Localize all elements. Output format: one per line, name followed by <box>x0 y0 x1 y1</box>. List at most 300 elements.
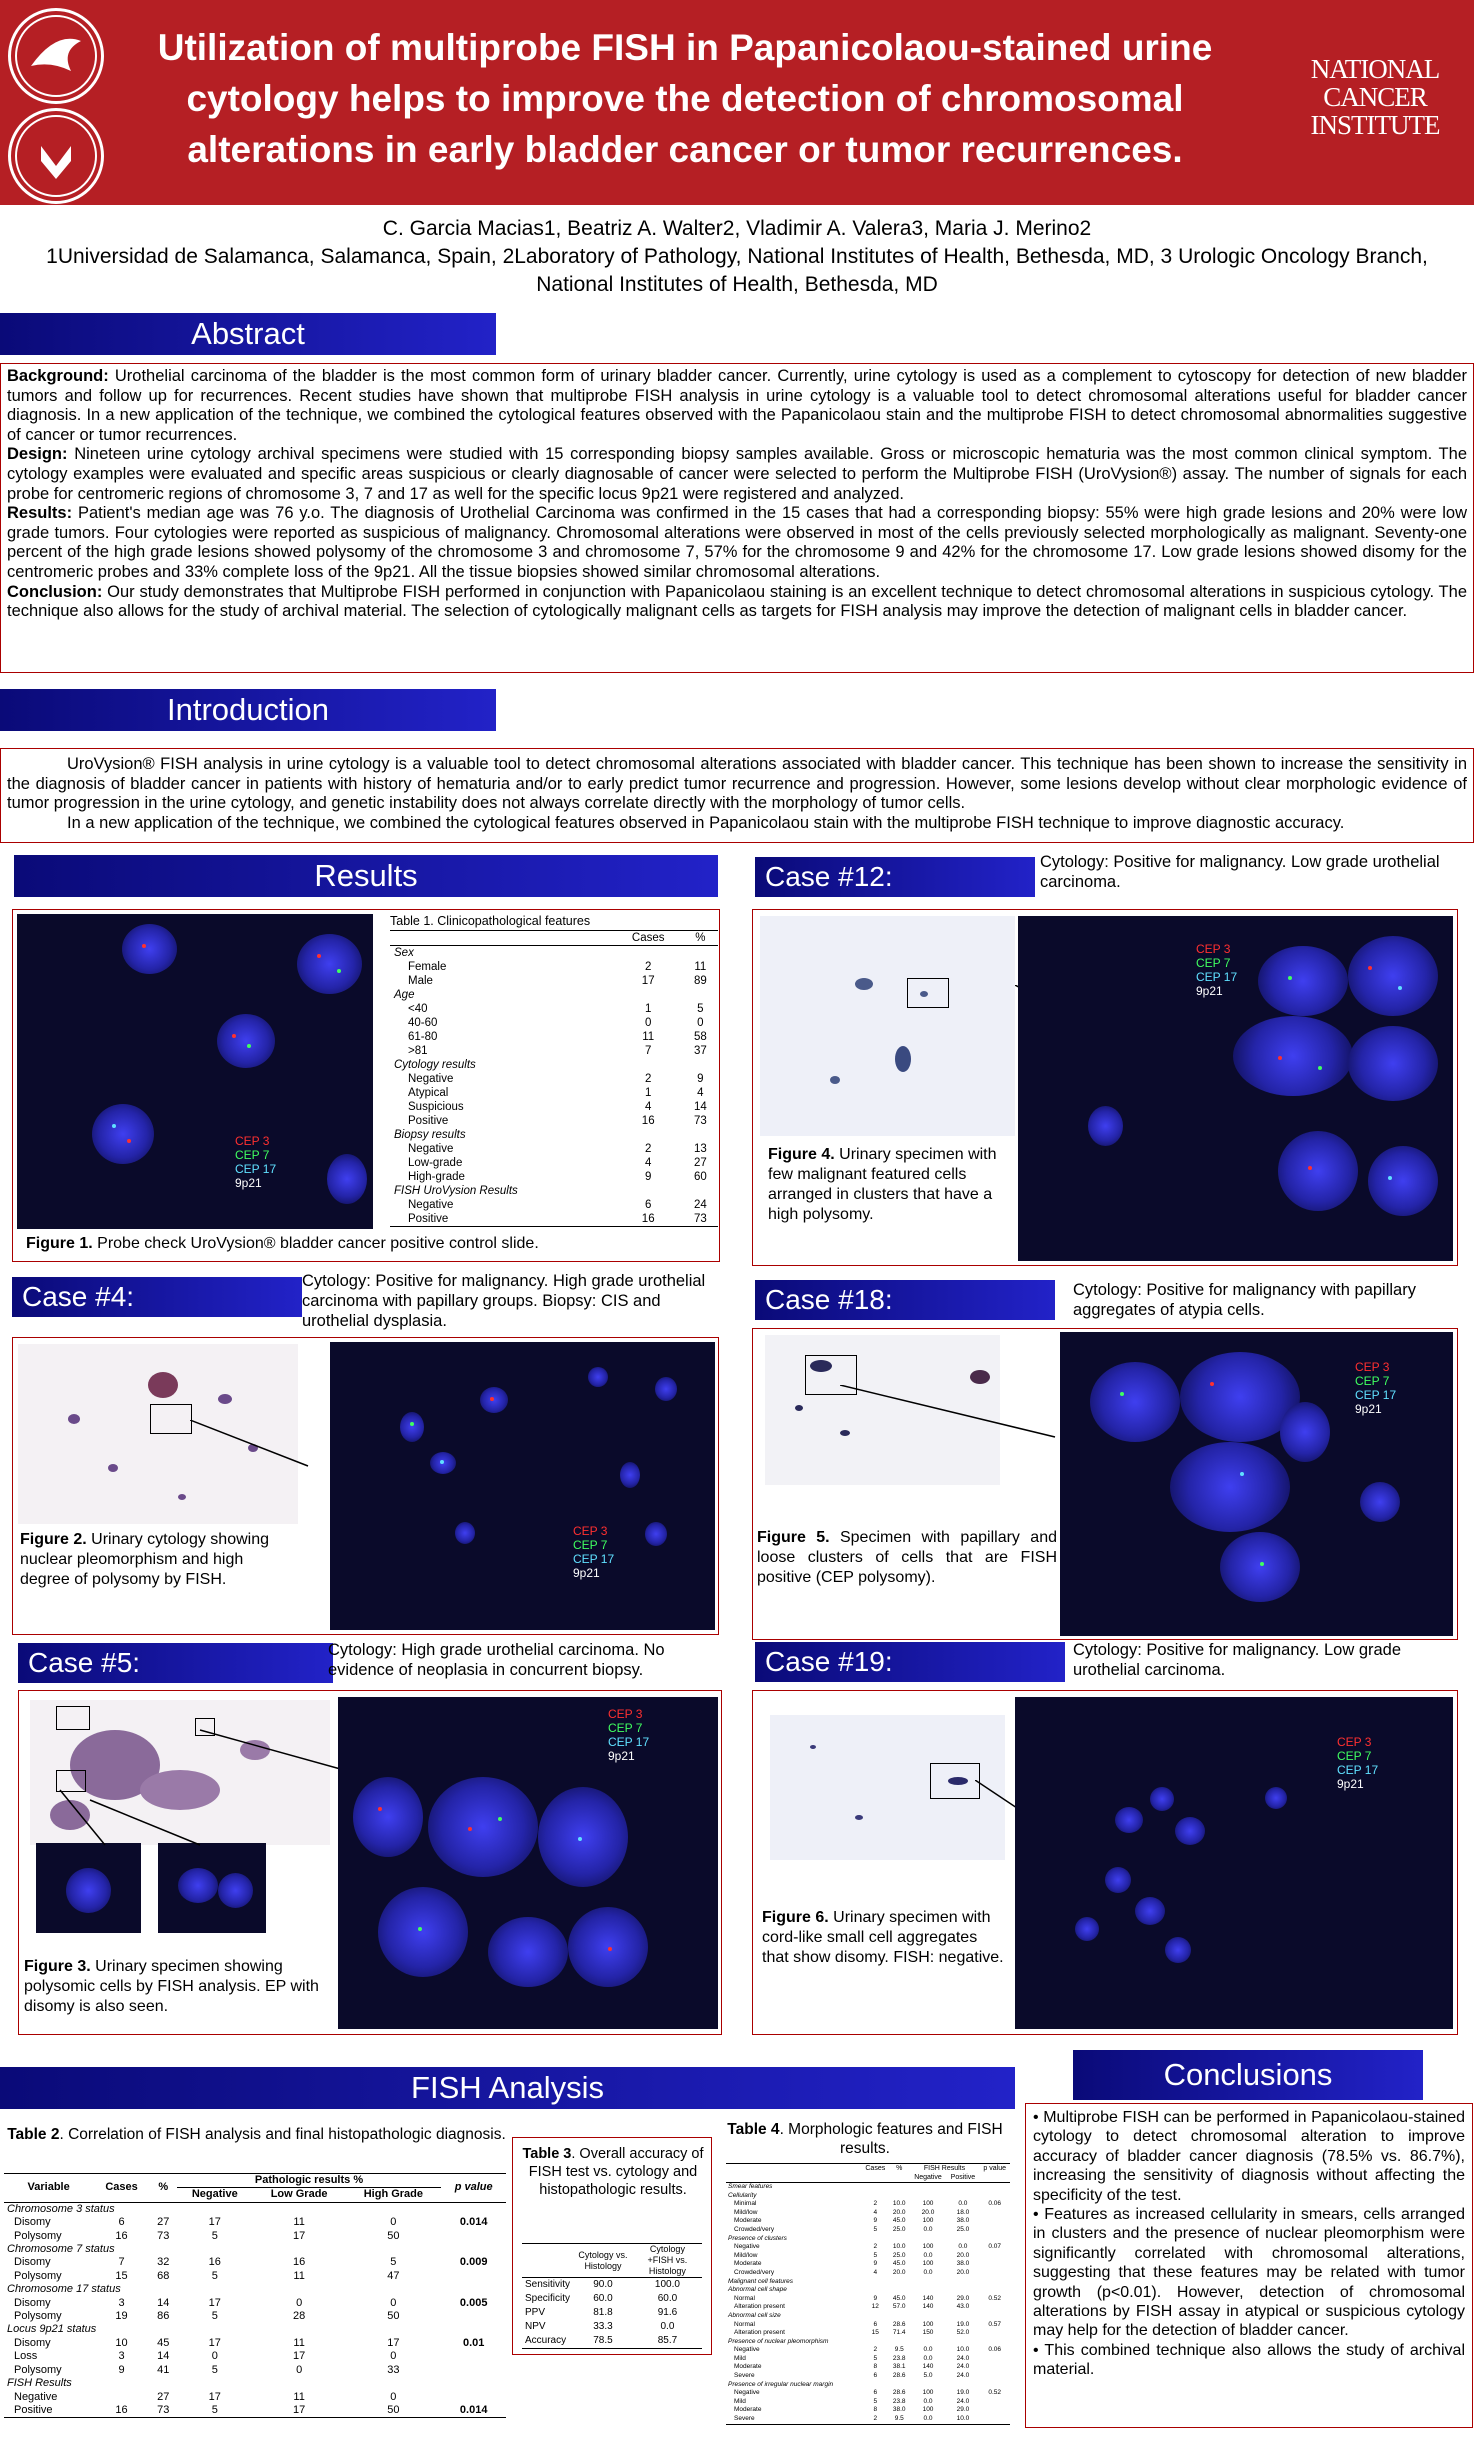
table2-row-label: Polysomy <box>14 2363 62 2376</box>
table4-cell: 0.0 <box>923 2225 933 2233</box>
table4-cell <box>979 2269 1010 2278</box>
table4-cell <box>862 2235 889 2244</box>
table4-caption: . Morphologic features and FISH results. <box>779 2121 1003 2157</box>
case12-fish-image <box>1018 916 1453 1261</box>
conclusion-text: Our study demonstrates that Multiprobe FISH performed in conjunction with Papanicolaou staining is an excellent technique to detect chromosomal alterations in suspicious cytology. The technique also allows for the study of archival material. The selection of cytologically malignant cells as targets for FISH analysis may improve the detection of malignant cells in bladder cancer. <box>7 582 1467 621</box>
table4-cell: 5 <box>873 2251 878 2259</box>
table3-row <box>522 2292 702 2306</box>
figure3-text: Urinary specimen showing polysomic cells by FISH analysis. EP with disomy is also seen. <box>24 1958 319 2015</box>
table2-row <box>4 2216 506 2229</box>
figure5-text: Specimen with papillary and loose clusters of cells that are FISH positive (CEP polysomy). <box>757 1529 1057 1586</box>
figure2-caption <box>20 1530 285 1590</box>
table3 <box>522 2243 702 2349</box>
table1-row <box>390 1016 718 1030</box>
table4-cell <box>979 2338 1010 2347</box>
legend-9p21: 9p21 <box>235 1176 262 1190</box>
table4-cell: Negative <box>734 2346 760 2354</box>
results-label: Results: <box>7 504 73 523</box>
table4-cell: 0.57 <box>988 2320 1002 2328</box>
table4-cell: Abnormal cell size <box>728 2311 781 2319</box>
table4-cell <box>946 2312 979 2321</box>
table2-row <box>4 2310 506 2323</box>
table2-row-negative: 0 <box>211 2350 218 2363</box>
table4-cell: 4 <box>873 2208 878 2216</box>
legend-9p21: 9p21 <box>573 1566 600 1580</box>
table4-cell <box>910 2192 947 2201</box>
table3-cell: Sensitivity <box>525 2279 571 2290</box>
table4-cell <box>979 2260 1010 2269</box>
table2-row-pct: 68 <box>157 2269 170 2282</box>
table1-row <box>390 988 718 1002</box>
table2-label: Table 2 <box>7 2126 60 2143</box>
table4-cell: 100 <box>922 2260 934 2268</box>
table2-row-pvalue: 0.014 <box>459 2403 488 2416</box>
table1-row <box>390 1128 718 1142</box>
table2-row-high: 5 <box>390 2256 397 2269</box>
table2-group-label: Chromosome 7 status <box>7 2243 115 2256</box>
table4-cell <box>979 2406 1010 2415</box>
table4-cell <box>979 2372 1010 2381</box>
case18-pointer-arrow <box>840 1385 1060 1440</box>
table4-cell: Alteration present <box>734 2329 785 2337</box>
table4-title <box>720 2120 1010 2158</box>
table3-row <box>522 2320 702 2334</box>
table2-row-cases: 16 <box>115 2229 128 2242</box>
table1-row-label: Positive <box>408 1213 449 1225</box>
table4-row <box>726 2321 1010 2330</box>
figure3-label: Figure 3. <box>24 1958 91 1975</box>
table4-cell: Moderate <box>734 2363 762 2371</box>
table4-row <box>726 2243 1010 2252</box>
table1-row-pct <box>683 1058 718 1072</box>
table4-row <box>726 2406 1010 2415</box>
legend-cep3: CEP 3 <box>573 1524 608 1538</box>
table4-cell: 45.0 <box>892 2260 906 2268</box>
table2-row-pct: 73 <box>157 2229 170 2242</box>
table1-row-cases: 17 <box>641 975 655 987</box>
table2-row-low: 0 <box>296 2296 303 2309</box>
table4-cell <box>979 2363 1010 2372</box>
table4-cell: 20.0 <box>892 2268 906 2276</box>
table4-row <box>726 2355 1010 2364</box>
table2-group-row <box>4 2243 506 2256</box>
table1-row-cases: 11 <box>642 1031 655 1043</box>
table1-row-pct: 37 <box>693 1045 707 1057</box>
table2-group-row <box>4 2377 506 2390</box>
table2-row-label: Disomy <box>14 2216 51 2229</box>
table4-cell: 9.5 <box>894 2346 904 2354</box>
table4-cell: 38.0 <box>956 2217 970 2225</box>
legend-9p21: 9p21 <box>608 1749 635 1763</box>
table4-row <box>726 2235 1010 2244</box>
table4-cell: Moderate <box>734 2260 762 2268</box>
table2-group-label: Locus 9p21 status <box>7 2323 97 2336</box>
table4-head-pct: % <box>896 2165 903 2172</box>
table3-row <box>522 2334 702 2349</box>
case4-pointer-arrow <box>190 1420 315 1470</box>
conclusion-label: Conclusion: <box>7 582 103 601</box>
table4-cell: 45.0 <box>892 2217 906 2225</box>
table4-cell: 5 <box>873 2225 878 2233</box>
table4-cell <box>979 2278 1010 2287</box>
figure1-text: Probe check UroVysion® bladder cancer positive control slide. <box>97 1235 539 1252</box>
table3-cell: 33.3 <box>593 2321 613 2332</box>
table4-cell: 10.0 <box>892 2200 906 2208</box>
table4-cell: 15 <box>871 2329 879 2337</box>
table4-cell: 6 <box>873 2389 878 2397</box>
table4-cell <box>979 2286 1010 2295</box>
background-label: Background: <box>7 367 109 385</box>
legend-9p21: 9p21 <box>1355 1402 1382 1416</box>
table2-row-cases: 10 <box>115 2336 128 2349</box>
table4-cell <box>910 2312 947 2321</box>
table4-cell <box>946 2338 979 2347</box>
case19-fish-image <box>1015 1697 1453 2029</box>
table3-row <box>522 2306 702 2320</box>
table1-row-label: Biopsy results <box>394 1129 466 1141</box>
table4-cell <box>889 2235 910 2244</box>
results-text: Patient's median age was 76 y.o. The diagnosis of Urothelial Carcinoma was confirmed in the 15 cases that had a corresponding biopsy: 55% were high grade lesions and 20% were low grade tumors. Four cytologies were reported as suspicious of malignancy. Chromosomal alterations were observed in most of the cells previously selected morphologically as malignant. Seventy-one percent of the high grade lesions showed polysomy of the chromosome 3 and chromosome 7, 57% for the chromosome 9 and 42% for the chromosome 17. Low grade lesions showed disomy for the centromeric probes and 33% complete loss of the 9p21. All the tissue biopsies showed similar chromosomal alterations. <box>7 504 1467 581</box>
table2-row-pvalue <box>441 2310 506 2323</box>
table4-cell: Severe <box>734 2372 755 2380</box>
figure6-label: Figure 6. <box>762 1909 829 1926</box>
table2-row-low: 0 <box>296 2363 303 2376</box>
table2-row <box>4 2256 506 2269</box>
figure5-caption <box>757 1528 1057 1588</box>
table4-head-pvalue: p value <box>983 2165 1006 2172</box>
table2-row-negative: 17 <box>208 2390 221 2403</box>
table2-row-pct: 45 <box>157 2336 170 2349</box>
table4-row <box>726 2217 1010 2226</box>
fish-heading: FISH Analysis <box>0 2067 1015 2109</box>
table3-cell: NPV <box>525 2321 546 2332</box>
table4-cell: Severe <box>734 2415 755 2423</box>
table2-row-high: 33 <box>387 2363 400 2376</box>
table1-row-label: Low-grade <box>408 1157 463 1169</box>
table4-cell: Alteration present <box>734 2303 785 2311</box>
table4-cell <box>862 2286 889 2295</box>
table4-cell: 28.6 <box>892 2372 906 2380</box>
table2 <box>4 2173 506 2418</box>
table4-cell: 4 <box>873 2268 878 2276</box>
table4-cell <box>889 2192 910 2201</box>
table4-cell <box>862 2183 889 2192</box>
table2-head-pct: % <box>150 2174 177 2203</box>
table4-cell: 19.0 <box>956 2389 970 2397</box>
table4-cell: 38.0 <box>892 2406 906 2414</box>
table2-row-cases: 7 <box>118 2256 125 2269</box>
table4-cell: 24.0 <box>956 2363 970 2371</box>
table4-cell: 12 <box>871 2303 879 2311</box>
table4-subhead-positive: Positive <box>950 2174 976 2181</box>
table1-row-label: 61-80 <box>408 1031 438 1043</box>
table4-cell: 0.0 <box>923 2354 933 2362</box>
table2-row-pct: 27 <box>157 2216 170 2229</box>
table3-cell: 0.0 <box>660 2321 675 2332</box>
table1-row-cases: 16 <box>641 1213 655 1225</box>
table1-row-label: <40 <box>408 1003 428 1015</box>
table1-row <box>390 974 718 988</box>
table2-row <box>4 2230 506 2243</box>
table1-row-pct: 13 <box>693 1143 707 1155</box>
table4-cell: 10.0 <box>892 2243 906 2251</box>
table4-cell <box>910 2278 947 2287</box>
table4-row <box>726 2398 1010 2407</box>
table2-row-pvalue: 0.014 <box>459 2216 488 2229</box>
table2-row-cases <box>93 2391 150 2404</box>
case5-pointer-arrows <box>50 1720 370 1860</box>
table3-title <box>518 2145 708 2199</box>
case5-fish-image <box>338 1697 718 2029</box>
table2-row-cases: 3 <box>118 2350 125 2363</box>
table1-row-cases: 16 <box>641 1115 655 1127</box>
table2-row-low: 17 <box>293 2229 306 2242</box>
design-label: Design: <box>7 445 68 464</box>
table2-row-label: Polysomy <box>14 2229 62 2242</box>
table4-cell <box>889 2278 910 2287</box>
table4-row <box>726 2415 1010 2424</box>
introduction-heading: Introduction <box>0 689 496 731</box>
table2-row-negative: 5 <box>211 2310 218 2323</box>
table4-cell: 0.0 <box>958 2243 968 2251</box>
table1-row-cases: 9 <box>645 1171 652 1183</box>
table4-row <box>726 2363 1010 2372</box>
table4-cell: Cellularity <box>728 2191 757 2199</box>
table4-cell: 20.0 <box>921 2208 935 2216</box>
table1-row-pct: 89 <box>693 975 707 987</box>
table1-row-pct: 5 <box>697 1003 704 1015</box>
table4-cell <box>889 2286 910 2295</box>
table4-cell: 100 <box>922 2320 934 2328</box>
table1-row-label: Suspicious <box>408 1101 464 1113</box>
table4-row <box>726 2389 1010 2398</box>
conclusion-1: • Multiprobe FISH can be performed in Papanicolaou-stained cytology to detect chromosomal alteration to improve accuracy of bladder cancer diagnosis (78.5% vs. 86.7%), increasing the sensitivity of diagnosis without affecting the specificity of the test. <box>1033 2109 1465 2204</box>
table3-cell: 60.0 <box>657 2293 678 2304</box>
conclusions-heading: Conclusions <box>1073 2050 1423 2100</box>
table4-cell: Moderate <box>734 2406 762 2414</box>
table2-row-pct: 86 <box>157 2310 170 2323</box>
table1-row <box>390 1114 718 1128</box>
table3-head-cytology: Cytology vs. Histology <box>578 2249 628 2271</box>
table4-cell: 52.0 <box>956 2329 970 2337</box>
table4-cell <box>979 2252 1010 2261</box>
table1-row-label: Atypical <box>408 1087 449 1099</box>
table4-cell <box>910 2286 947 2295</box>
table2-group-label: FISH Results <box>7 2377 72 2390</box>
case5-title: Case #5: <box>18 1643 333 1683</box>
table4-cell: 9 <box>873 2217 878 2225</box>
table2-row-label: Polysomy <box>14 2269 62 2282</box>
table4 <box>726 2163 1010 2425</box>
table4-cell: 9 <box>873 2260 878 2268</box>
table1-row-label: >81 <box>408 1045 428 1057</box>
legend-cep17: CEP 17 <box>1355 1388 1397 1402</box>
table4-cell: Abnormal cell shape <box>728 2286 787 2294</box>
table2-row-label: Polysomy <box>14 2310 62 2323</box>
figure5-label: Figure 5. <box>757 1529 830 1546</box>
table4-cell: 6 <box>873 2372 878 2380</box>
legend-cep3: CEP 3 <box>1196 942 1231 956</box>
table4-cell: 38.0 <box>956 2260 970 2268</box>
table2-group-row <box>4 2202 506 2216</box>
results-heading: Results <box>14 855 718 897</box>
figure6-text: Urinary specimen with cord-like small cell aggregates that show disomy. FISH: negative. <box>762 1909 1004 1966</box>
table4-cell <box>979 2303 1010 2312</box>
table2-row-low: 28 <box>293 2310 306 2323</box>
author-list: C. Garcia Macias1, Beatriz A. Walter2, Vladimir A. Valera3, Maria J. Merino2 <box>382 217 1092 240</box>
table4-row <box>726 2278 1010 2287</box>
table1-row <box>390 1212 718 1227</box>
table1-head-pct: % <box>695 932 706 944</box>
table1-row-cases: 2 <box>645 1143 652 1155</box>
table4-cell: 2 <box>873 2346 878 2354</box>
table1-row-pct <box>683 946 718 961</box>
table2-row <box>4 2391 506 2404</box>
table2-head-variable: Variable <box>4 2174 93 2203</box>
table2-row-low: 11 <box>293 2269 305 2282</box>
table1-row <box>390 1170 718 1184</box>
table4-cell: 24.0 <box>956 2397 970 2405</box>
table2-row-label: Disomy <box>14 2256 51 2269</box>
affiliations: 1Universidad de Salamanca, Salamanca, Spain, 2Laboratory of Pathology, National Institutes of Health, Bethesda, MD, 3 Urologic Oncology Branch, National Institutes of Health, Bethesda, MD <box>46 245 1428 296</box>
table4-cell <box>979 2226 1010 2235</box>
intro-paragraph-2: In a new application of the technique, we combined the cytological features observed in Papanicolaou stain with the multiprobe FISH technique to improve diagnostic accuracy. <box>67 813 1345 832</box>
table1-row-label: Cytology results <box>394 1059 476 1071</box>
table2-row-pct: 14 <box>157 2350 170 2363</box>
table4-cell <box>889 2183 910 2192</box>
table1-row-pct: 27 <box>693 1157 707 1169</box>
table1-row-pct: 24 <box>693 1199 707 1211</box>
table2-row-pvalue <box>441 2364 506 2377</box>
table1-row-cases: 2 <box>645 961 652 973</box>
legend-cep7: CEP 7 <box>235 1148 270 1162</box>
table4-row <box>726 2381 1010 2390</box>
table2-subhead-low: Low Grade <box>253 2188 345 2202</box>
conclusion-3: • This combined technique also allows the study of archival material. <box>1033 2341 1465 2379</box>
figure3-caption <box>24 1957 329 2017</box>
table4-cell: 2 <box>873 2200 878 2208</box>
table4-cell <box>979 2312 1010 2321</box>
table1-row-cases: 4 <box>645 1101 652 1113</box>
table2-row-pvalue: 0.005 <box>459 2296 488 2309</box>
table1-row <box>390 1142 718 1156</box>
table1-row <box>390 946 718 961</box>
table4-head-fish: FISH Results <box>923 2165 966 2172</box>
table2-group-label: Chromosome 17 status <box>7 2283 121 2296</box>
table4-cell: 100 <box>922 2217 934 2225</box>
table1-row <box>390 1072 718 1086</box>
legend-cep17: CEP 17 <box>235 1162 277 1176</box>
table4-cell: Presence of clusters <box>728 2234 787 2242</box>
table4-cell: 0.52 <box>988 2389 1002 2397</box>
table2-row-label: Disomy <box>14 2336 51 2349</box>
case4-fish-image <box>330 1342 715 1630</box>
table4-cell: 24.0 <box>956 2354 970 2362</box>
table4-cell <box>910 2235 947 2244</box>
table4-cell <box>946 2286 979 2295</box>
table4-label: Table 4 <box>727 2121 780 2138</box>
table2-row-pvalue: 0.01 <box>462 2336 485 2349</box>
table1-row-label: Negative <box>408 1073 454 1085</box>
table2-row-high: 0 <box>390 2216 397 2229</box>
table2-row-high: 50 <box>387 2403 400 2416</box>
table4-row <box>726 2252 1010 2261</box>
background-text: Urothelial carcinoma of the bladder is the most common form of urinary bladder cancer. Currently, urine cytology is used as a complement to cytoscopy for detection of new bladder tumors and follow up for recurrences. Recent studies have shown that multiprobe FISH analysis in urine cytology is a valuable tool to detect chromosomal alterations useful for bladder cancer diagnosis. In a new application of the technique, we combined the cytological features observed with the Papanicolaou stain and the multiprobe FISH to detect chromosomal abnormalities suggestive of cancer or tumor recurrences. <box>7 367 1467 444</box>
legend-cep17: CEP 17 <box>1196 970 1238 984</box>
table1-row-pct: 73 <box>693 1115 707 1127</box>
table1-row-pct: 0 <box>697 1017 704 1029</box>
table1-row-pct: 9 <box>697 1073 704 1085</box>
table2-subhead-high: High Grade <box>345 2188 441 2202</box>
table1-row-pct: 14 <box>693 1101 707 1113</box>
table2-row <box>4 2297 506 2310</box>
table4-cell: Mild <box>734 2397 746 2405</box>
table3-row <box>522 2278 702 2293</box>
table4-cell: Smear features <box>728 2183 773 2190</box>
case12-cytology-image <box>760 916 1015 1136</box>
table2-row-high: 50 <box>387 2229 400 2242</box>
figure2-label: Figure 2. <box>20 1531 87 1548</box>
table2-row-high: 0 <box>390 2350 397 2363</box>
table1-row-cases: 6 <box>645 1199 652 1211</box>
table2-row-low: 11 <box>293 2216 305 2229</box>
table1-row-pct <box>683 988 718 1002</box>
table4-cell <box>946 2192 979 2201</box>
table2-row-label: Positive <box>14 2403 53 2416</box>
table1-row-label: Male <box>408 975 433 987</box>
table2-row-pvalue <box>441 2230 506 2243</box>
table4-row <box>726 2269 1010 2278</box>
table4-cell: 100 <box>922 2200 934 2208</box>
abstract-heading: Abstract <box>0 313 496 355</box>
table4-cell: 10.0 <box>956 2415 970 2423</box>
table2-head-path: Pathologic results % <box>177 2174 442 2188</box>
table1-row <box>390 1184 718 1198</box>
table4-cell: 20.0 <box>956 2268 970 2276</box>
table2-caption: . Correlation of FISH analysis and final histopathologic diagnosis. <box>59 2126 506 2143</box>
table1-row-pct: 11 <box>694 961 707 973</box>
table2-row-high: 17 <box>387 2336 400 2349</box>
table1-row-cases: 7 <box>645 1045 652 1057</box>
table3-cell: Specificity <box>525 2293 571 2304</box>
table3-head-cytofish: Cytology +FISH vs. Histology <box>647 2244 688 2276</box>
table1-row <box>390 960 718 974</box>
intro-paragraph-1: UroVysion® FISH analysis in urine cytology is a valuable tool to detect chromosomal alterations associated with bladder cancer. This technique has been shown to increase the sensitivity in the diagnosis of bladder cancer in patients with history of hematuria and/or to early predict tumor recurrence and progression. However, some lesions develop without clear morphologic evidence of tumor progression in the urine cytology, and genetic instability does not always correlate directly with the morphology of tumor cells. <box>7 755 1467 813</box>
table4-cell <box>979 2398 1010 2407</box>
table4-cell <box>910 2338 947 2347</box>
table4-cell: Mild <box>734 2354 746 2362</box>
table4-cell <box>910 2381 947 2390</box>
table1-row-cases: 1 <box>645 1003 652 1015</box>
case19-cytology-image <box>770 1715 1005 1860</box>
table3-cell: 100.0 <box>654 2279 680 2290</box>
figure2-text: Urinary cytology showing nuclear pleomorphism and high degree of polysomy by FISH. <box>20 1531 269 1588</box>
figure6-caption <box>762 1908 1007 1968</box>
legend-cep3: CEP 3 <box>1337 1735 1372 1749</box>
table2-row-cases: 3 <box>118 2296 125 2309</box>
table4-cell: Malignant cell features <box>728 2277 794 2285</box>
hhs-logo <box>8 8 104 104</box>
table4-cell <box>862 2338 889 2347</box>
table4-head-cases: Cases <box>865 2165 886 2172</box>
table2-row-cases: 9 <box>118 2363 125 2376</box>
table4-cell: 5.0 <box>923 2372 933 2380</box>
table4-row <box>726 2200 1010 2209</box>
table4-cell <box>979 2329 1010 2338</box>
table3-cell: 90.0 <box>593 2279 613 2290</box>
table4-cell <box>946 2278 979 2287</box>
table1-row-label: Positive <box>408 1115 449 1127</box>
